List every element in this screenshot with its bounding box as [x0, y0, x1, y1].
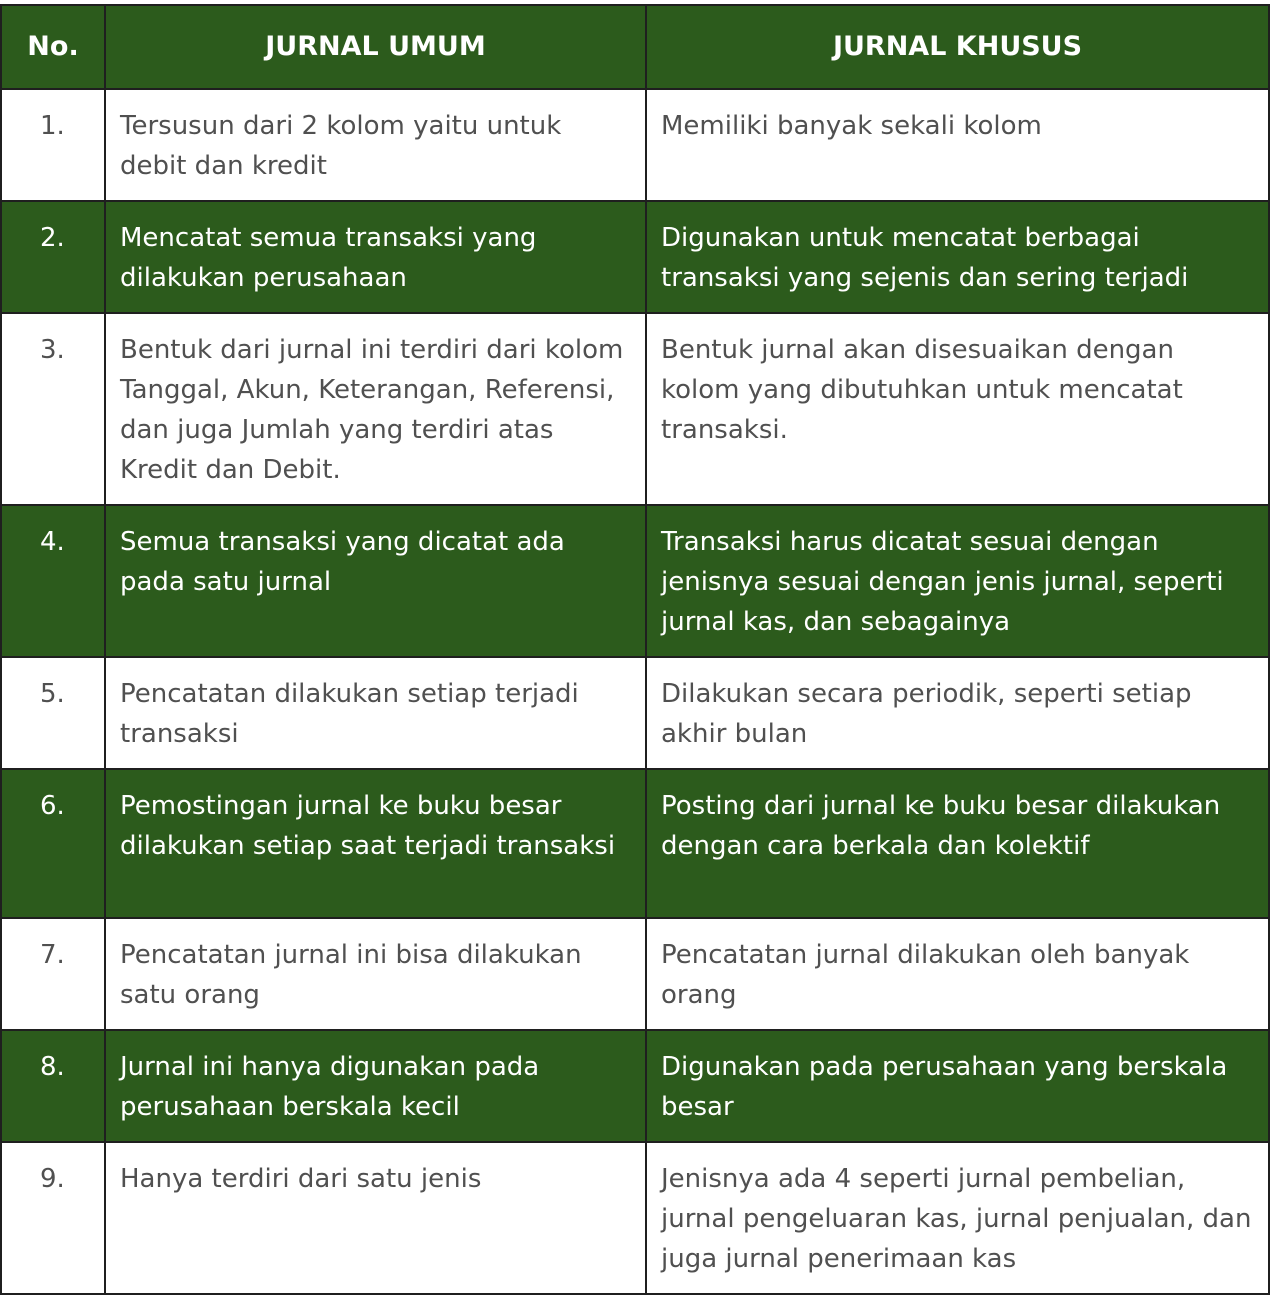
table-row	[1, 1030, 1269, 1142]
jurnal-umum-cell: Semua transaksi yang dicatat ada pada satu jurnal	[105, 505, 646, 657]
jurnal-umum-cell: Pencatatan jurnal ini bisa dilakukan satu orang	[105, 918, 646, 1030]
row-number: 2.	[1, 201, 105, 313]
table-row	[1, 505, 1269, 657]
header-jurnal-umum: JURNAL UMUM	[105, 5, 646, 89]
table-row	[1, 1142, 1269, 1294]
header-row	[1, 5, 1269, 89]
jurnal-khusus-cell: Digunakan pada perusahaan yang berskala besar	[646, 1030, 1269, 1142]
jurnal-umum-cell: Hanya terdiri dari satu jenis	[105, 1142, 646, 1294]
row-number: 3.	[1, 313, 105, 505]
jurnal-khusus-cell: Dilakukan secara periodik, seperti setiap akhir bulan	[646, 657, 1269, 769]
table-row	[1, 201, 1269, 313]
jurnal-umum-cell: Pemostingan jurnal ke buku besar dilakukan setiap saat terjadi transaksi	[105, 769, 646, 918]
row-number: 4.	[1, 505, 105, 657]
table-row	[1, 769, 1269, 918]
jurnal-umum-cell: Jurnal ini hanya digunakan pada perusahaan berskala kecil	[105, 1030, 646, 1142]
table-row	[1, 89, 1269, 201]
jurnal-umum-cell: Pencatatan dilakukan setiap terjadi transaksi	[105, 657, 646, 769]
jurnal-khusus-cell: Bentuk jurnal akan disesuaikan dengan kolom yang dibutuhkan untuk mencatat transaksi.	[646, 313, 1269, 505]
jurnal-khusus-cell: Posting dari jurnal ke buku besar dilakukan dengan cara berkala dan kolektif	[646, 769, 1269, 918]
row-number: 6.	[1, 769, 105, 918]
row-number: 8.	[1, 1030, 105, 1142]
comparison-table	[0, 4, 1270, 1295]
row-number: 9.	[1, 1142, 105, 1294]
row-number: 1.	[1, 89, 105, 201]
jurnal-umum-cell: Bentuk dari jurnal ini terdiri dari kolom Tanggal, Akun, Keterangan, Referensi, dan juga Jumlah yang terdiri atas Kredit dan Debit.	[105, 313, 646, 505]
header-no: No.	[1, 5, 105, 89]
row-number: 5.	[1, 657, 105, 769]
jurnal-umum-cell: Mencatat semua transaksi yang dilakukan perusahaan	[105, 201, 646, 313]
jurnal-khusus-cell: Transaksi harus dicatat sesuai dengan jenisnya sesuai dengan jenis jurnal, seperti jurnal kas, dan sebagainya	[646, 505, 1269, 657]
header-jurnal-khusus: JURNAL KHUSUS	[646, 5, 1269, 89]
jurnal-khusus-cell: Jenisnya ada 4 seperti jurnal pembelian, jurnal pengeluaran kas, jurnal penjualan, dan juga jurnal penerimaan kas	[646, 1142, 1269, 1294]
table-row	[1, 313, 1269, 505]
jurnal-khusus-cell: Pencatatan jurnal dilakukan oleh banyak orang	[646, 918, 1269, 1030]
jurnal-khusus-cell: Digunakan untuk mencatat berbagai transaksi yang sejenis dan sering terjadi	[646, 201, 1269, 313]
table-row	[1, 657, 1269, 769]
jurnal-khusus-cell: Memiliki banyak sekali kolom	[646, 89, 1269, 201]
jurnal-umum-cell: Tersusun dari 2 kolom yaitu untuk debit dan kredit	[105, 89, 646, 201]
row-number: 7.	[1, 918, 105, 1030]
table-row	[1, 918, 1269, 1030]
